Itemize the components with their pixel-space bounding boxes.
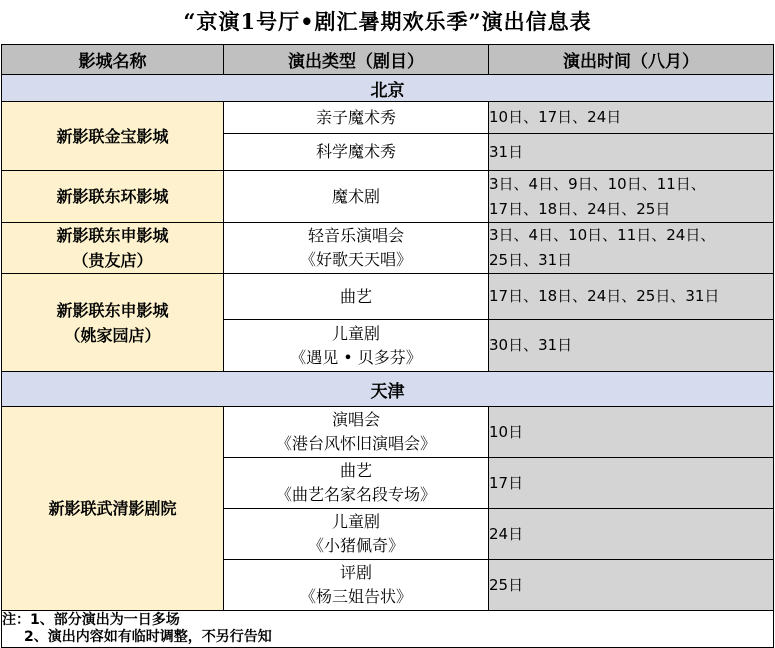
show-type: 魔术剧 [331, 186, 380, 206]
show-type: 《遇见 • 贝多芬》 [290, 347, 422, 367]
show-type: 《港台风怀旧演唱会》 [275, 434, 436, 453]
region-row [2, 75, 774, 102]
show-time: 3日、4日、10日、11日、24日、 [489, 226, 716, 244]
show-time: 24日 [489, 524, 524, 543]
show-time: 30日、31日 [489, 336, 573, 354]
cinema-name: 新影联金宝影城 [56, 126, 169, 146]
show-time: 25日 [489, 575, 524, 594]
note-line: 2、演出内容如有临时调整，不另行告知 [24, 629, 272, 645]
cinema-name: 新影联东申影城 [56, 300, 169, 320]
show-time-cell [489, 134, 774, 171]
show-type-cell [224, 134, 489, 171]
show-time: 10日、17日、24日 [489, 108, 622, 126]
cinema-name-cell [2, 274, 224, 372]
show-type: 科学魔术秀 [315, 142, 396, 161]
show-type: 亲子魔术秀 [315, 107, 396, 127]
header-row [2, 45, 774, 75]
table-row [2, 274, 774, 320]
show-time-cell [489, 320, 774, 372]
show-type-cell [224, 458, 489, 509]
cinema-name: （姚家园店） [64, 325, 161, 345]
cinema-name: 新影联东环影城 [56, 187, 169, 206]
region-row [2, 372, 774, 407]
show-time: 17日、18日、24日、25日 [489, 199, 671, 218]
cinema-name: 新影联东申影城 [56, 226, 169, 245]
cinema-name: 新影联武清影剧院 [48, 499, 177, 518]
show-time: 17日、18日、24日、25日、31日 [489, 287, 720, 305]
show-time-cell [489, 102, 774, 134]
show-time-cell [489, 560, 774, 611]
show-time-cell [489, 509, 774, 560]
region-label: 北京 [2, 75, 774, 102]
show-type: 曲艺 [339, 286, 372, 306]
cinema-name-cell [2, 102, 224, 171]
region-label: 天津 [2, 372, 774, 407]
show-type: 轻音乐演唱会 [307, 226, 404, 245]
cinema-name-cell [2, 407, 224, 611]
note-line: 注：1、部分演出为一日多场 [2, 612, 180, 628]
show-type-cell [224, 407, 489, 458]
show-type-cell [224, 171, 489, 223]
table-row [2, 102, 774, 134]
show-type-cell [224, 274, 489, 320]
show-type: 《好歌天天唱》 [299, 250, 412, 269]
show-type: 儿童剧 [331, 512, 380, 531]
header-cinema: 影城名称 [2, 45, 224, 75]
table-row [2, 171, 774, 223]
table-row [2, 407, 774, 458]
show-time-cell [489, 171, 774, 223]
table-row [2, 223, 774, 274]
cinema-name-cell [2, 171, 224, 223]
show-type: 评剧 [339, 563, 372, 582]
header-show-type: 演出类型（剧目） [224, 45, 489, 75]
show-time-cell [489, 458, 774, 509]
show-time-cell [489, 223, 774, 274]
schedule-table [1, 44, 774, 648]
header-show-time: 演出时间（八月） [489, 45, 774, 75]
show-type: 演唱会 [331, 410, 380, 429]
show-time: 3日、4日、9日、10日、11日、 [489, 174, 706, 193]
show-type-cell [224, 320, 489, 372]
show-type: 《杨三姐告状》 [299, 587, 412, 606]
show-type-cell [224, 509, 489, 560]
show-time: 25日、31日 [489, 251, 573, 269]
show-time: 31日 [489, 142, 524, 161]
cinema-name: （贵友店） [72, 251, 153, 270]
show-type: 曲艺 [339, 461, 372, 480]
show-type: 《曲艺名家名段专场》 [275, 485, 436, 504]
show-type: 《小猪佩奇》 [307, 536, 404, 555]
page-title: “京演1号厅•剧汇暑期欢乐季”演出信息表 [183, 9, 592, 34]
show-type: 儿童剧 [331, 323, 380, 343]
show-type-cell [224, 560, 489, 611]
cinema-name-cell [2, 223, 224, 274]
show-time-cell [489, 274, 774, 320]
show-time: 10日 [489, 422, 524, 441]
show-time-cell [489, 407, 774, 458]
show-type-cell [224, 223, 489, 274]
show-type-cell [224, 102, 489, 134]
show-time: 17日 [489, 473, 524, 492]
notes-row [2, 611, 774, 648]
notes-cell [2, 611, 774, 648]
table-body [2, 75, 774, 648]
